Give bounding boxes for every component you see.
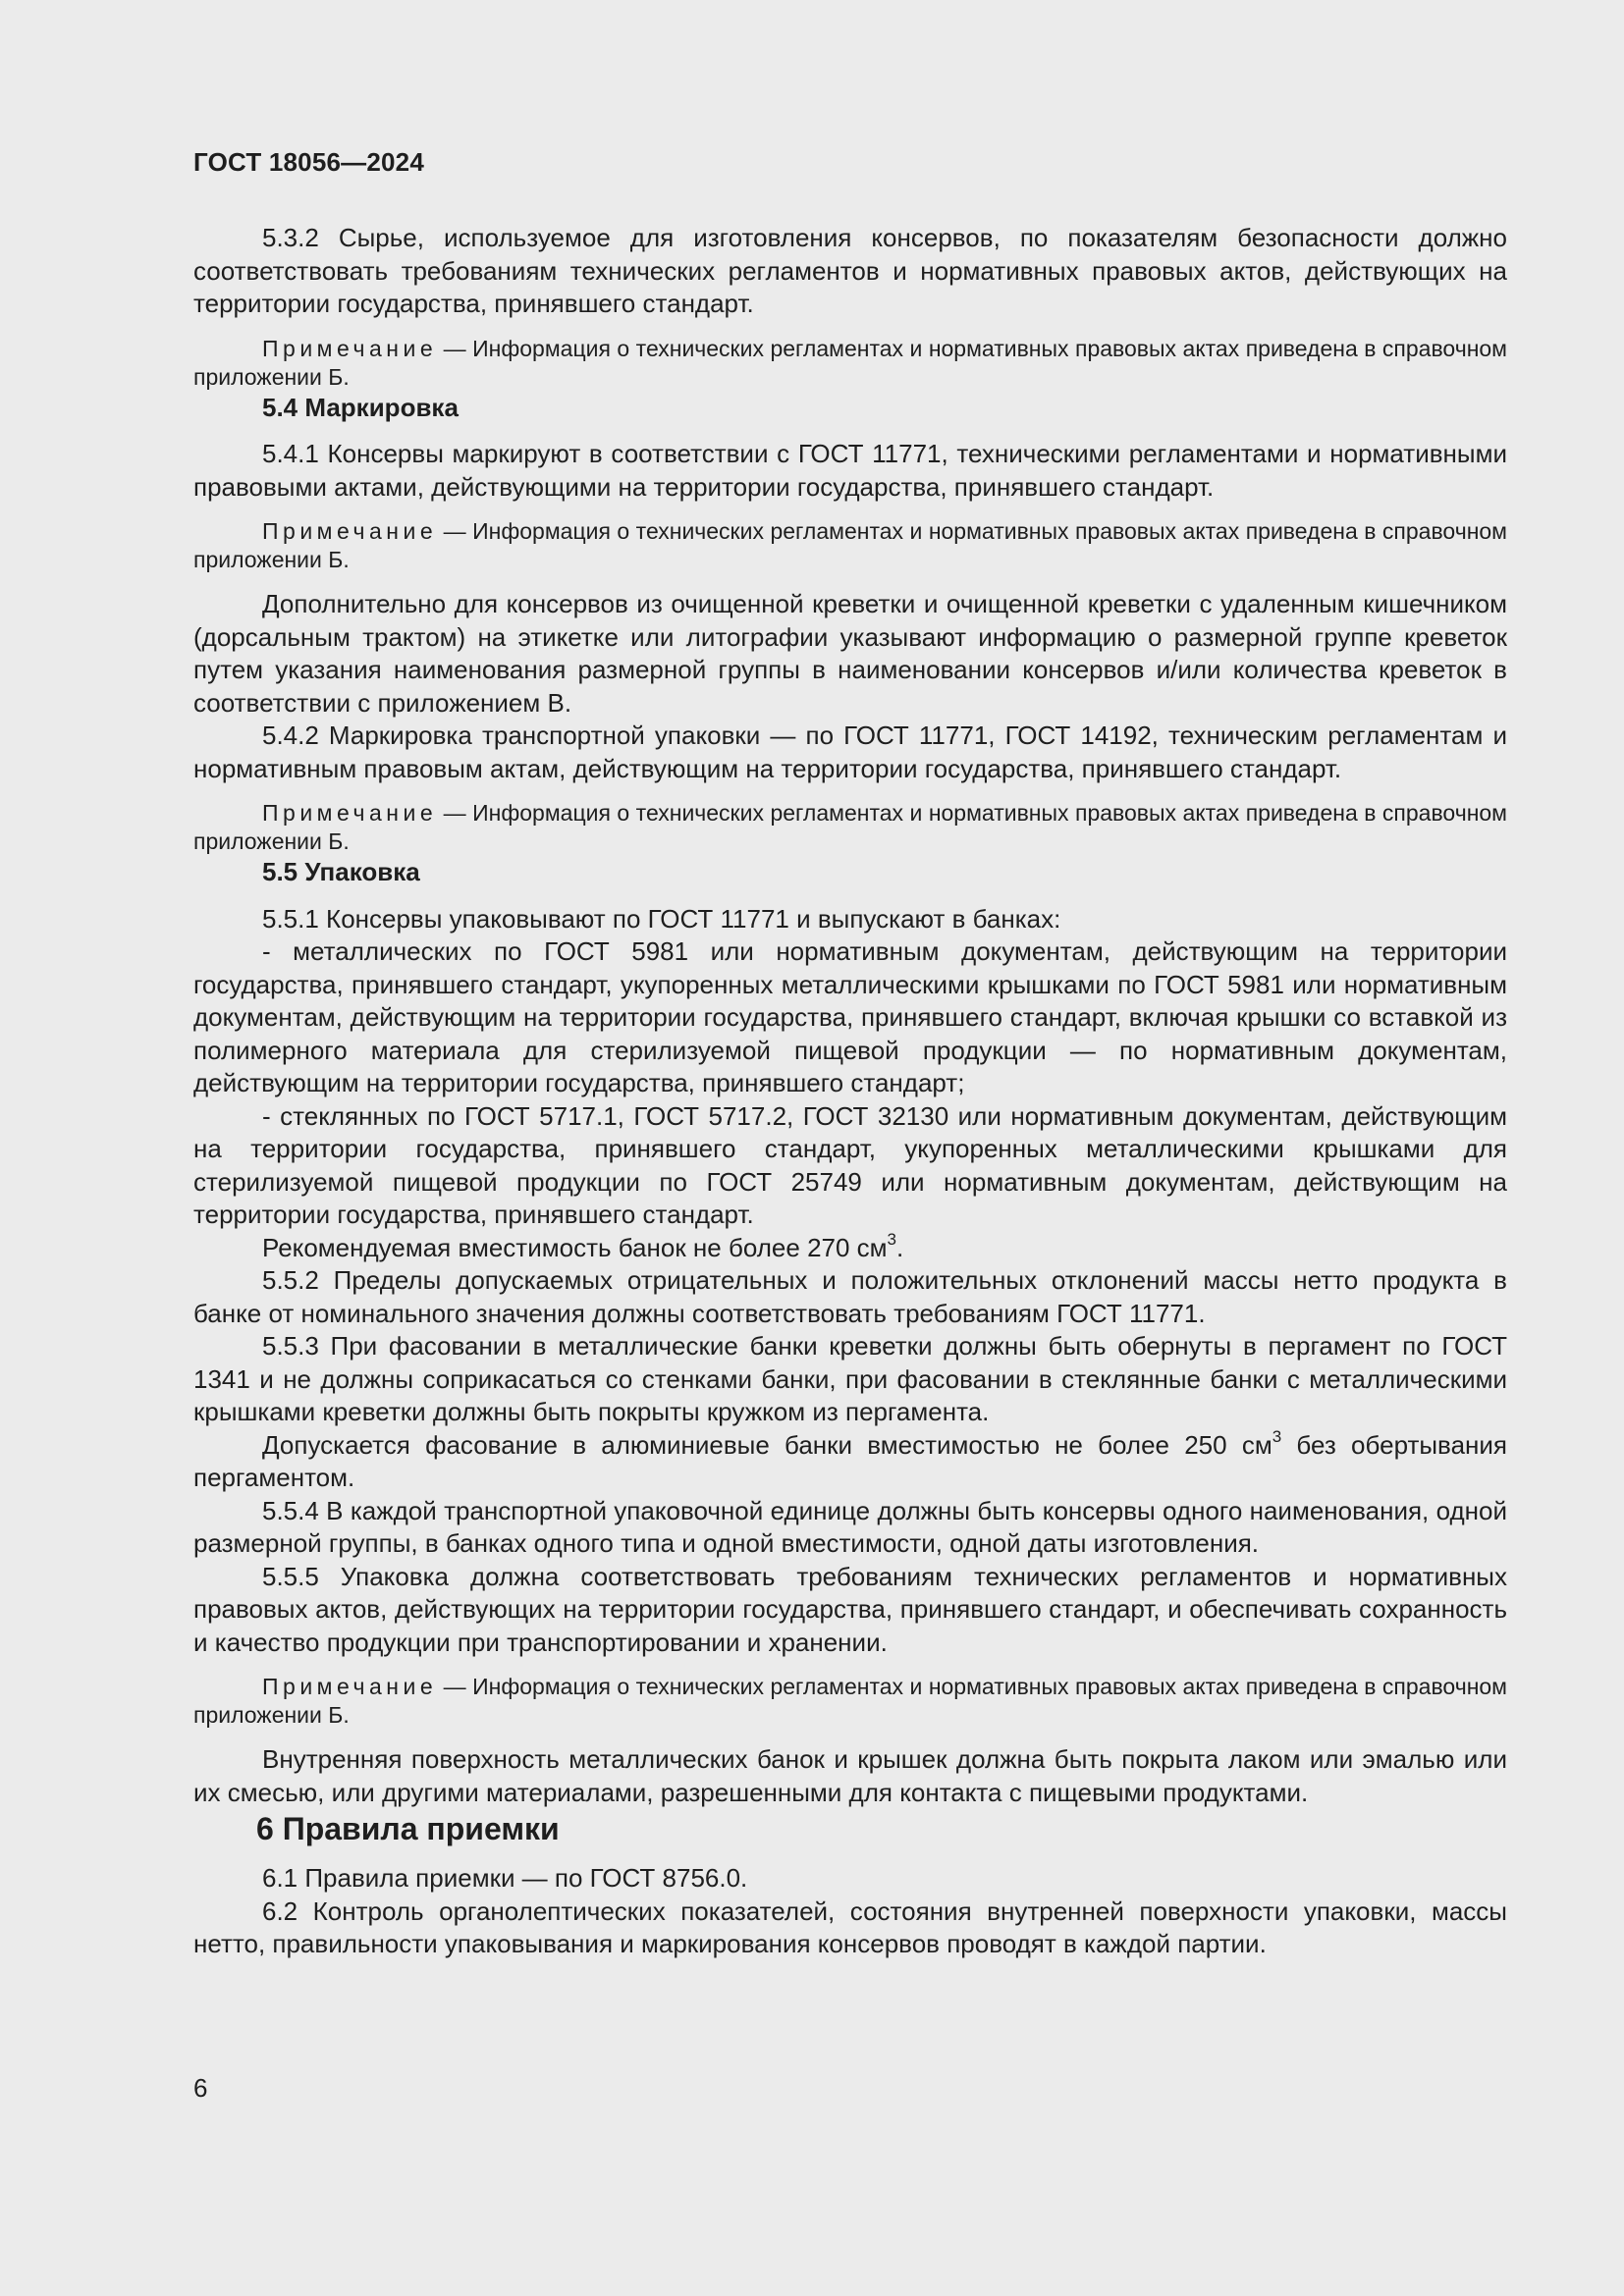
paragraph-6-2: 6.2 Контроль органолептических показателей, состояния внутренней поверхности упаковки, массы нетто, правильности упаковывания и маркирования консервов проводят в каждой партии. xyxy=(193,1896,1507,1958)
paragraph-5-3-2: 5.3.2 Сырье, используемое для изготовления консервов, по показателям безопасности должно соответствовать требованиям технических регламентов и нормативных правовых актов, действующих на территории государства, принявшего стандарт. xyxy=(193,223,1507,318)
list-item-glass-jars: - стеклянных по ГОСТ 5717.1, ГОСТ 5717.2, ГОСТ 32130 или нормативным документам, действующим на территории государства, принявшего стандарт, укупоренных металлическими крышками для стерилизуемой пищевой продукции по ГОСТ 25749 или нормативным документам, действующим на территории государства, принявшего стандарт. xyxy=(193,1100,1507,1229)
section-heading-5-4: 5.4 Маркировка xyxy=(262,392,459,422)
paragraph-capacity: Рекомендуемая вместимость банок не более 270 $см^3$. xyxy=(262,1229,904,1262)
note xyxy=(193,335,1507,392)
note xyxy=(193,517,1507,574)
document-header: ГОСТ 18056—2024 xyxy=(193,147,424,177)
paragraph-5-5-1: 5.5.1 Консервы упаковывают по ГОСТ 11771 и выпускают в банках: xyxy=(262,903,1061,934)
note xyxy=(193,799,1507,856)
paragraph-5-5-4: 5.5.4 В каждой транспортной упаковочной единице должны быть консервы одного наименования, одной размерной группы, в банках одного типа и одной вместимости, одной даты изготовления. xyxy=(193,1495,1507,1558)
page-number: 6 xyxy=(193,2073,208,2103)
paragraph-5-5-3: 5.5.3 При фасовании в металлические банки креветки должны быть обернуты в пергамент по ГОСТ 1341 и не должны соприкасаться со стенками банки, при фасовании в стеклянные банки с металлическими крышками креветки должны быть покрыты кружком из пергамента. xyxy=(193,1331,1507,1426)
note-text: — Информация о технических регламентах и нормативных правовых актах приведена в справочном приложении Б. xyxy=(193,1674,1507,1728)
note-text: — Информация о технических регламентах и нормативных правовых актах приведена в справочном приложении Б. xyxy=(193,800,1507,854)
note-label: Примечание xyxy=(262,518,438,544)
note-label: Примечание xyxy=(262,800,438,826)
paragraph-5-5-5: 5.5.5 Упаковка должна соответствовать требованиям технических регламентов и нормативных правовых актов, действующих на территории государства, принявшего стандарт, и обеспечивать сохранность и качество продукции при транспортировании и хранении. xyxy=(193,1561,1507,1657)
note-text: — Информация о технических регламентах и нормативных правовых актах приведена в справочном приложении Б. xyxy=(193,518,1507,572)
paragraph-5-5-5-extra: Внутренняя поверхность металлических банок и крышек должна быть покрыта лаком или эмалью или их смесью, или другими материалами, разрешенными для контакта с пищевыми продуктами. xyxy=(193,1744,1507,1807)
section-heading-5-5: 5.5 Упаковка xyxy=(262,857,420,886)
note-text: — Информация о технических регламентах и нормативных правовых актах приведена в справочном приложении Б. xyxy=(193,335,1507,390)
superscript: 3 xyxy=(887,1229,897,1249)
section-heading-6: 6 Правила приемки xyxy=(256,1811,560,1846)
paragraph-5-4-2: 5.4.2 Маркировка транспортной упаковки — по ГОСТ 11771, ГОСТ 14192, техническим регламентам и нормативным правовым актам, действующим на территории государства, принявшего стандарт. xyxy=(193,721,1507,783)
list-item-metal-cans: - металлических по ГОСТ 5981 или нормативным документам, действующим на территории государства, принявшего стандарт, укупоренных металлическими крышками по ГОСТ 5981 или нормативным документам, действующим на территории государства, принявшего стандарт, включая крышки со вставкой из полимерного материала для стерилизуемой пищевой продукции — по нормативным документам, действующим на территории государства, принявшего стандарт; xyxy=(193,936,1507,1097)
superscript: 3 xyxy=(1272,1426,1282,1446)
note-label: Примечание xyxy=(262,1674,438,1699)
paragraph-5-4-1-extra: Дополнительно для консервов из очищенной креветки и очищенной креветки с удаленным кишечником (дорсальным трактом) на этикетке или литографии указывают информацию о размерной группе креветок путем указания наименования размерной группы в наименовании консервов и/или количества креветок в соответствии с приложением В. xyxy=(193,589,1507,718)
paragraph-5-4-1: 5.4.1 Консервы маркируют в соответствии с ГОСТ 11771, техническими регламентами и нормативными правовыми актами, действующими на территории государства, принявшего стандарт. xyxy=(193,439,1507,502)
paragraph-6-1: 6.1 Правила приемки — по ГОСТ 8756.0. xyxy=(262,1863,748,1893)
note xyxy=(193,1673,1507,1730)
note-label: Примечание xyxy=(262,335,438,361)
paragraph-5-5-2: 5.5.2 Пределы допускаемых отрицательных и положительных отклонений массы нетто продукта в банке от номинального значения должны соответствовать требованиям ГОСТ 11771. xyxy=(193,1265,1507,1328)
paragraph-5-5-3-aluminium: Допускается фасование в алюминиевые банки вместимостью не более 250 $см^3$ без обертывания пергаментом. xyxy=(193,1426,1507,1492)
document-body xyxy=(193,222,1507,1961)
